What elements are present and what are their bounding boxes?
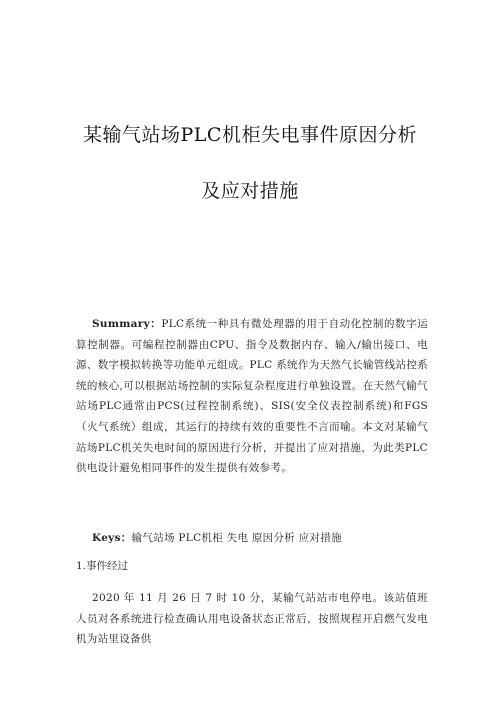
keys-label: Keys： — [92, 532, 132, 544]
document-title-line2: 及应对措施 — [201, 180, 299, 202]
keywords-line — [92, 528, 432, 549]
section-heading: 1.事件经过 — [76, 560, 129, 572]
summary-label: Summary： — [92, 318, 162, 330]
summary-paragraph — [76, 314, 428, 479]
body-paragraph: 2020 年 11 月 26 日 7 时 10 分，某输气站站市电停电。该站值班人员对各系统进行检查确认用电设备状态正常后，按照规程开启燃气发电机为站里设备供 — [76, 592, 428, 646]
summary-text: PLC系统一种具有微处理器的用于自动化控制的数字运算控制器。可编程控制器由CPU、指令及数据内存、输入/输出接口、电源、数字模拟转换等功能单元组成。PLC 系统作为天然气长输管线站控系统的核心,可以根据站场控制的实际复杂程度进行单独设置。在天然气输气站场PLC通常由PCS(过程控制系统)、SIS(安全仪表控制系统)和FGS（火气系统）组成，其运行的持续有效的重要性不言而喻。本文对某输气站场PLC机关失电时间的原因进行分析，并提出了应对措施，为此类PLC供电设计避免相同事件的发生提供有效参考。 — [76, 318, 428, 475]
document-title-line1: 某输气站场PLC机柜失电事件原因分析 — [83, 124, 417, 146]
keys-text: 输气站场 PLC机柜 失电 原因分析 应对措施 — [131, 532, 342, 544]
